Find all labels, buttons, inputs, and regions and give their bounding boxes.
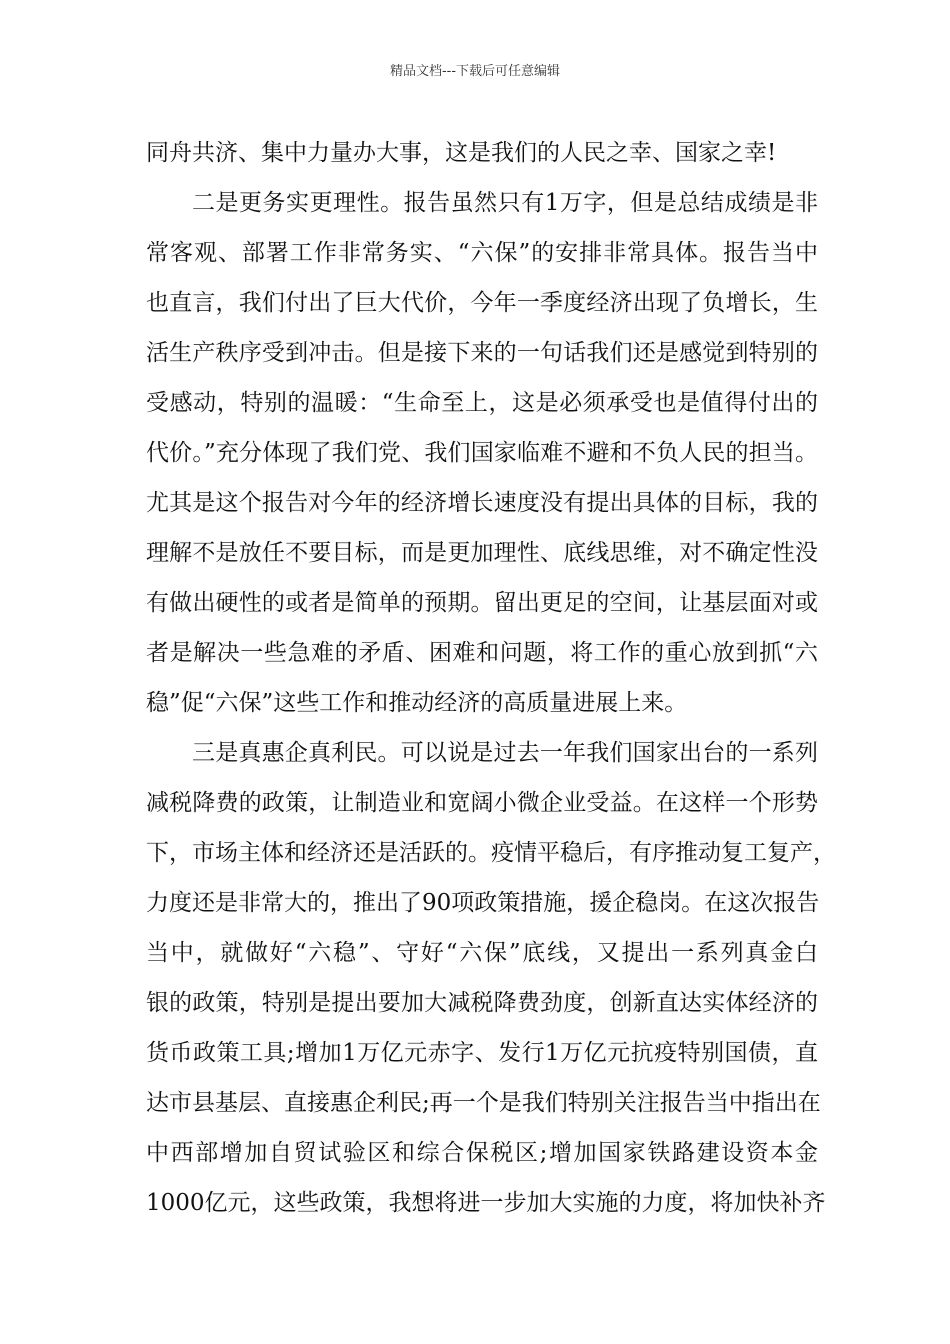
text-line: 受感动，特别的温暖：“生命至上，这是必须承受也是值得付出的 xyxy=(146,390,818,416)
page-header: 精品文档---下载后可任意编辑 xyxy=(389,64,561,79)
paragraph-first-line: 二是更务实更理性。报告虽然只有1万字，但是总结成绩是非 xyxy=(192,190,818,216)
text-line: 代价。”充分体现了我们党、我们国家临难不避和不负人民的担当。 xyxy=(146,440,818,466)
text-line: 者是解决一些急难的矛盾、困难和问题，将工作的重心放到抓“六 xyxy=(146,640,818,666)
text-line: 达市县基层、直接惠企利民;再一个是我们特别关注报告当中指出在 xyxy=(146,1090,821,1116)
paragraph-last-line: 稳”促“六保”这些工作和推动经济的高质量进展上来。 xyxy=(146,690,688,716)
text-line: 有做出硬性的或者是简单的预期。留出更足的空间，让基层面对或 xyxy=(146,590,818,616)
text-line: 力度还是非常大的，推出了90项政策措施，援企稳岗。在这次报告 xyxy=(146,890,820,916)
paragraph-first-line: 三是真惠企真利民。可以说是过去一年我们国家出台的一系列 xyxy=(192,740,818,766)
text-line: 同舟共济、集中力量办大事，这是我们的人民之幸、国家之幸! xyxy=(146,140,777,166)
text-line: 减税降费的政策，让制造业和宽阔小微企业受益。在这样一个形势 xyxy=(146,790,818,816)
text-line: 中西部增加自贸试验区和综合保税区;增加国家铁路建设资本金 xyxy=(146,1140,818,1166)
text-line: 下，市场主体和经济还是活跃的。疫情平稳后，有序推动复工复产， xyxy=(146,840,836,866)
document-body xyxy=(146,128,836,1228)
text-line: 货币政策工具;增加1万亿元赤字、发行1万亿元抗疫特别国债，直 xyxy=(146,1040,818,1066)
text-line: 当中，就做好“六稳”、守好“六保”底线，又提出一系列真金白 xyxy=(146,940,818,966)
text-line: 尤其是这个报告对今年的经济增长速度没有提出具体的目标，我的 xyxy=(146,490,818,516)
text-line: 活生产秩序受到冲击。但是接下来的一句话我们还是感觉到特别的 xyxy=(146,340,818,366)
text-line: 银的政策，特别是提出要加大减税降费劲度，创新直达实体经济的 xyxy=(146,990,818,1016)
text-line: 也直言，我们付出了巨大代价，今年一季度经济出现了负增长，生 xyxy=(146,290,818,316)
text-line: 常客观、部署工作非常务实、“六保”的安排非常具体。报告当中 xyxy=(146,240,818,266)
text-line: 1000亿元，这些政策，我想将进一步加大实施的力度，将加快补齐 xyxy=(146,1190,826,1216)
text-line: 理解不是放任不要目标，而是更加理性、底线思维，对不确定性没 xyxy=(146,540,818,566)
